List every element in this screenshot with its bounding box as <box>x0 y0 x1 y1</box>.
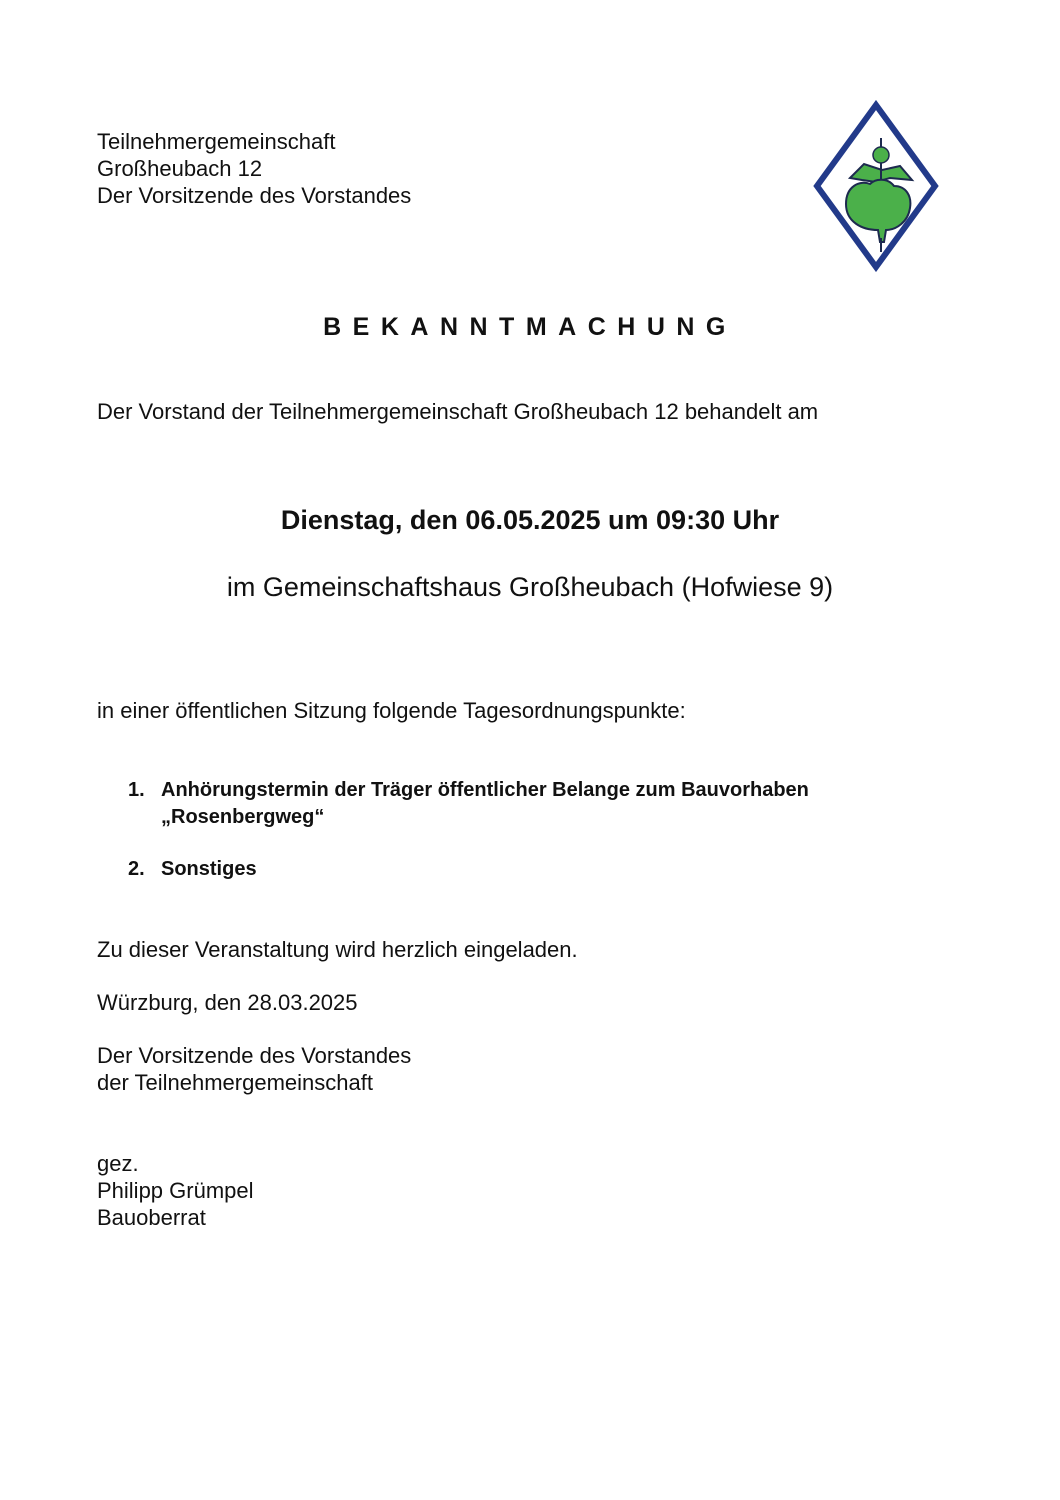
closing-organization: der Teilnehmergemeinschaft <box>97 1070 373 1095</box>
agenda-item-1-title: Anhörungstermin der Träger öffentlicher Belange zum Bauvorhaben <box>161 779 809 801</box>
signature-title: Bauoberrat <box>97 1205 206 1230</box>
meeting-place: im Gemeinschaftshaus Großheubach (Hofwiese 9) <box>226 572 834 602</box>
signature-gez: gez. <box>97 1151 139 1176</box>
sender-role: Der Vorsitzende des Vorstandes <box>97 183 412 208</box>
signature-name: Philipp Grümpel <box>97 1178 254 1203</box>
place-date: Würzburg, den 28.03.2025 <box>97 990 358 1015</box>
invitation-text: Zu dieser Veranstaltung wird herzlich eingeladen. <box>97 937 578 962</box>
agenda-item-1-subtitle: „Rosenbergweg“ <box>161 806 325 828</box>
turnip-diamond-emblem-icon <box>812 100 940 272</box>
document-heading: BEKANNTMACHUNG <box>323 313 737 341</box>
intro-text: Der Vorstand der Teilnehmergemeinschaft Großheubach 12 behandelt am <box>97 399 819 424</box>
closing-block <box>97 1042 411 1096</box>
agenda-item-1-number: 1. <box>128 779 145 801</box>
agenda-item-2-number: 2. <box>128 858 145 880</box>
signature-block <box>97 1150 254 1231</box>
agenda-intro: in einer öffentlichen Sitzung folgende Tagesordnungspunkte: <box>97 698 686 723</box>
sender-block <box>97 128 411 209</box>
closing-role: Der Vorsitzende des Vorstandes <box>97 1043 412 1068</box>
meeting-date-time: Dienstag, den 06.05.2025 um 09:30 Uhr <box>280 505 780 535</box>
agenda-item-2-title: Sonstiges <box>161 858 257 880</box>
sender-organization: Teilnehmergemeinschaft <box>97 129 336 154</box>
sender-number: Großheubach 12 <box>97 156 263 181</box>
